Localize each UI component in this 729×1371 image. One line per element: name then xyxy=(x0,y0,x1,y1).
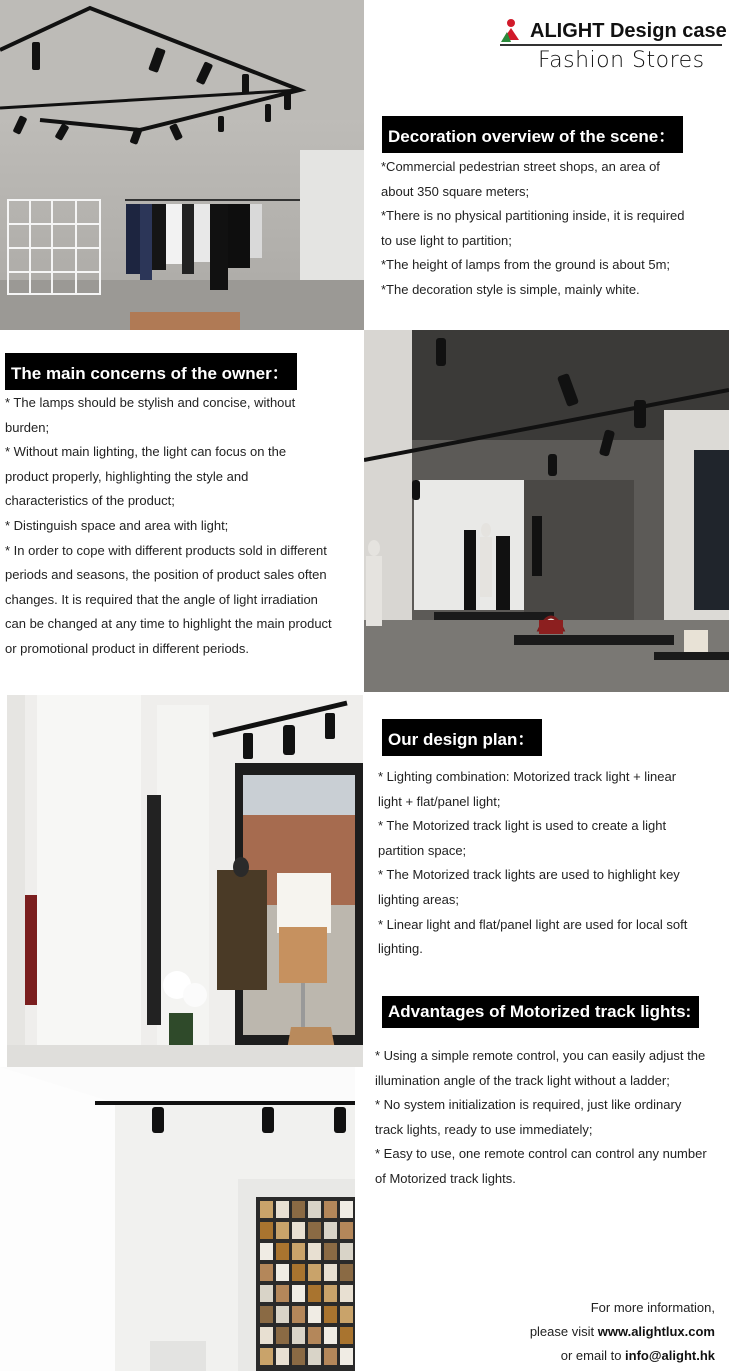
contact-footer xyxy=(530,1296,715,1368)
concerns-line: periods and seasons, the position of product sales often xyxy=(5,567,327,583)
plan-text xyxy=(378,765,687,962)
concerns-line: * The lamps should be stylish and concise, without xyxy=(5,395,296,410)
page-subtitle: Fashion Stores xyxy=(538,48,705,73)
plan-line: * The Motorized track light is used to create a light xyxy=(378,818,667,834)
advantages-line: * Using a simple remote control, you can easily adjust the xyxy=(375,1048,706,1063)
store-interior-photo-2 xyxy=(364,330,729,692)
plan-line: light + flat/panel light; xyxy=(378,793,501,809)
email-link[interactable]: info@alight.hk xyxy=(625,1348,715,1363)
plan-line: lighting areas; xyxy=(378,891,459,907)
advantages-heading: Advantages of Motorized track lights: xyxy=(382,996,699,1028)
concerns-line: product properly, highlighting the style and xyxy=(5,468,249,484)
plan-heading: Our design plan： xyxy=(382,719,542,756)
concerns-line: changes. It is required that the angle of light irradiation xyxy=(5,591,318,607)
concerns-line: * Distinguish space and area with light; xyxy=(5,517,229,533)
scene-text xyxy=(381,155,685,303)
scene-line: *Commercial pedestrian street shops, an area of xyxy=(381,159,660,174)
brand-header xyxy=(500,14,727,74)
concerns-text xyxy=(5,391,332,662)
concerns-line: burden; xyxy=(5,419,50,435)
store-interior-photo-4 xyxy=(0,1067,355,1371)
scene-heading: Decoration overview of the scene： xyxy=(382,116,683,153)
alight-logo-icon xyxy=(500,18,522,44)
scene-line: *The height of lamps from the ground is about 5m; xyxy=(381,257,671,273)
footer-line-info: For more information, xyxy=(590,1300,715,1315)
advantages-text xyxy=(375,1044,707,1192)
concerns-line: can be changed at any time to highlight the main product xyxy=(5,616,332,632)
brand-title: ALIGHT Design case xyxy=(530,20,727,42)
advantages-line: * No system initialization is required, just like ordinary xyxy=(375,1097,682,1113)
footer-line-email xyxy=(530,1344,715,1368)
email-prefix: or email to xyxy=(560,1348,626,1363)
scene-line: about 350 square meters; xyxy=(381,183,530,199)
advantages-line: illumination angle of the track light without a ladder; xyxy=(375,1072,670,1088)
header-divider xyxy=(500,44,722,46)
plan-line: * The Motorized track lights are used to highlight key xyxy=(378,867,680,883)
scene-line: *There is no physical partitioning inside, it is required xyxy=(381,208,685,224)
advantages-line: track lights, ready to use immediately; xyxy=(375,1121,593,1137)
website-prefix: please visit xyxy=(529,1324,598,1339)
footer-line-website xyxy=(530,1320,715,1344)
website-link[interactable]: www.alightlux.com xyxy=(597,1324,715,1339)
plan-line: * Linear light and flat/panel light are used for local soft xyxy=(378,916,688,932)
store-interior-photo-1 xyxy=(0,0,364,330)
plan-line: lighting. xyxy=(378,941,423,957)
store-interior-photo-3 xyxy=(7,695,363,1067)
plan-line: partition space; xyxy=(378,842,467,858)
concerns-line: or promotional product in different periods. xyxy=(5,640,250,656)
concerns-heading: The main concerns of the owner： xyxy=(5,353,297,390)
advantages-line: of Motorized track lights. xyxy=(375,1170,516,1186)
advantages-line: * Easy to use, one remote control can control any number xyxy=(375,1146,707,1162)
plan-line: * Lighting combination: Motorized track light + linear xyxy=(378,769,677,784)
concerns-line: * Without main lighting, the light can focus on the xyxy=(5,444,287,460)
scene-line: to use light to partition; xyxy=(381,232,512,248)
scene-line: *The decoration style is simple, mainly white. xyxy=(381,281,640,297)
concerns-line: characteristics of the product; xyxy=(5,493,175,509)
concerns-line: * In order to cope with different products sold in different xyxy=(5,542,327,558)
